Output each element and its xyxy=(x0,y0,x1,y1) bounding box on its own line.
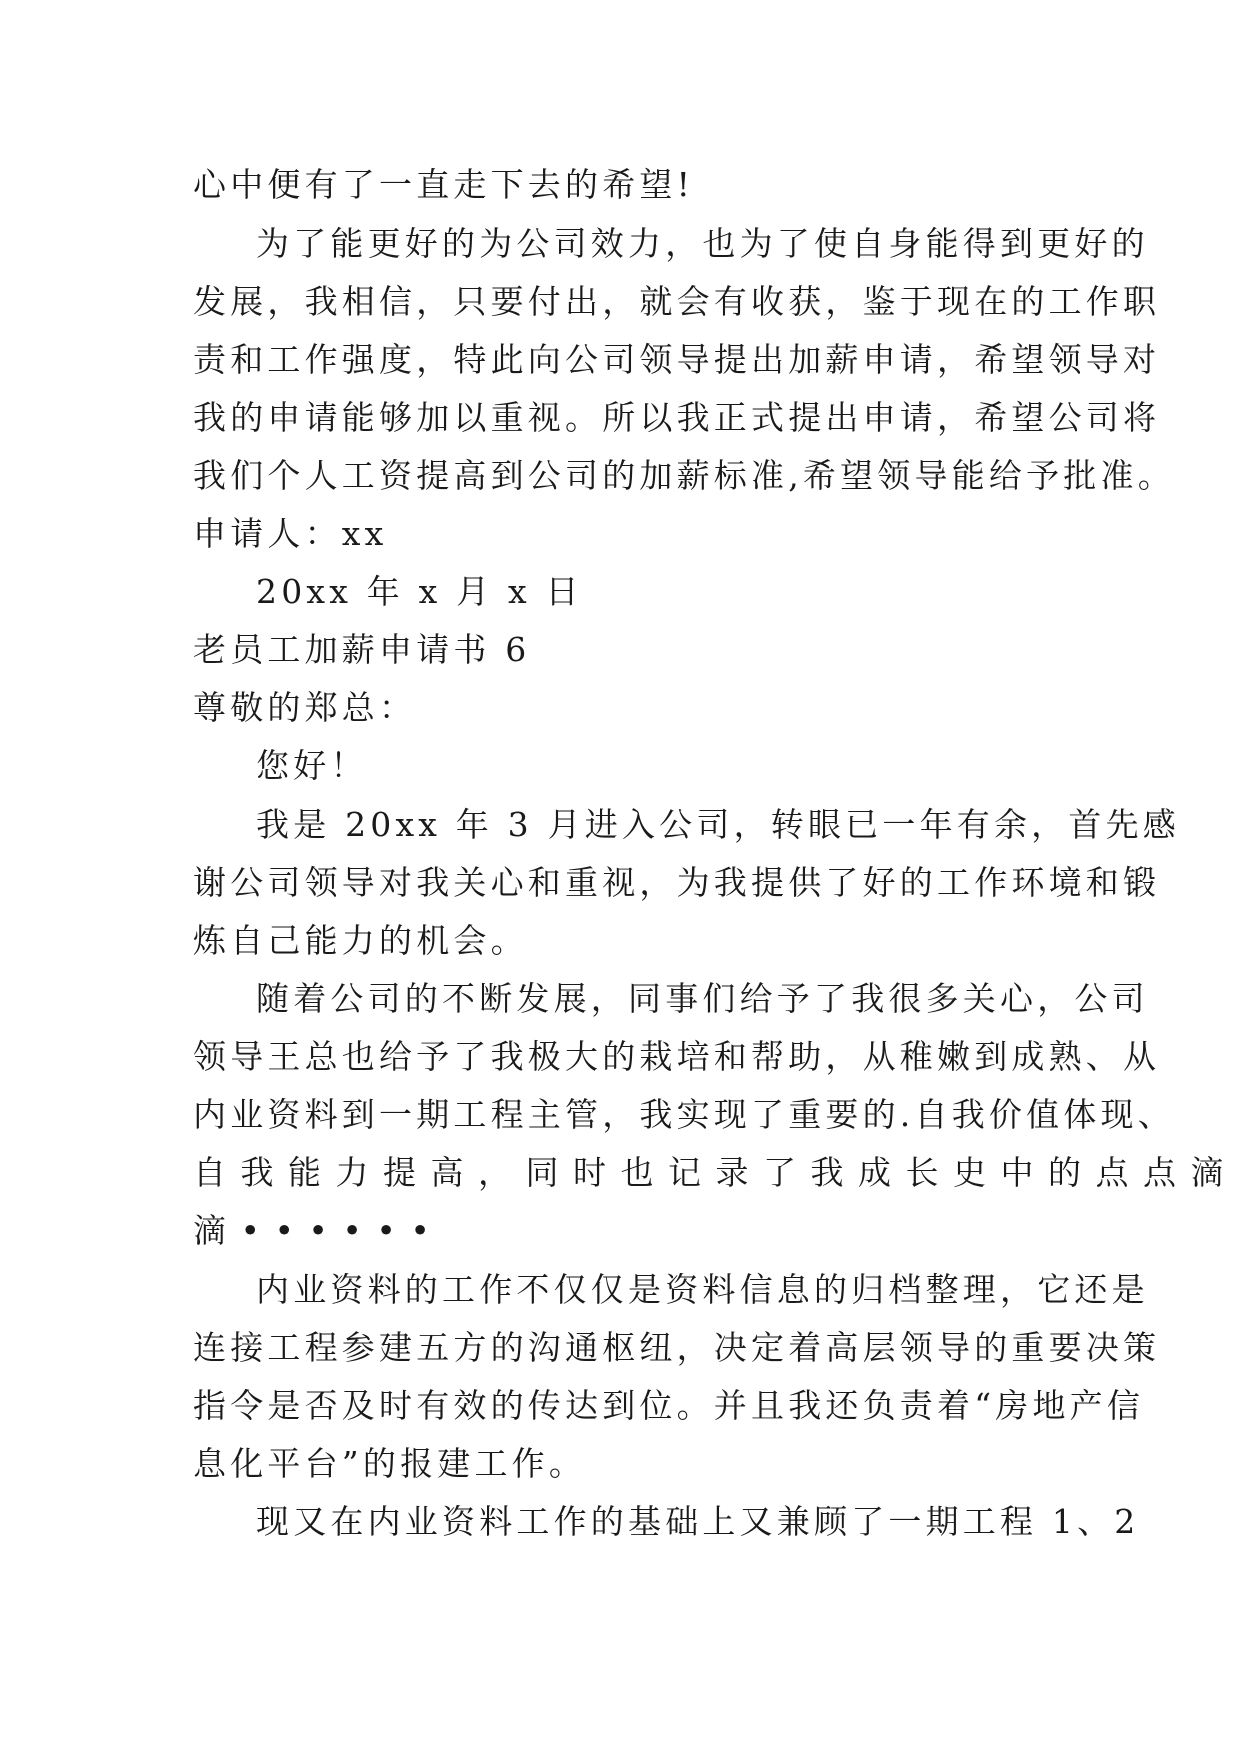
paragraph-line: 自我能力提高，同时也记录了我成长史中的点点滴 xyxy=(193,1153,1238,1192)
paragraph-line: 发展，我相信，只要付出，就会有收获，鉴于现在的工作职 xyxy=(193,282,1161,321)
paragraph-line: 为了能更好的为公司效力，也为了使自身能得到更好的 xyxy=(256,224,1149,263)
applicant-line: 申请人：xx xyxy=(193,514,388,553)
paragraph-line: 炼自己能力的机会。 xyxy=(193,921,528,960)
paragraph-line: 随着公司的不断发展，同事们给予了我很多关心，公司 xyxy=(256,979,1149,1018)
paragraph-line: 我们个人工资提高到公司的加薪标准,希望领导能给予批准。 xyxy=(193,456,1175,495)
paragraph-line: 我的申请能够加以重视。所以我正式提出申请，希望公司将 xyxy=(193,398,1161,437)
paragraph-line: 内业资料的工作不仅仅是资料信息的归档整理，它还是 xyxy=(256,1270,1149,1309)
paragraph-line: 领导王总也给予了我极大的栽培和帮助，从稚嫩到成熟、从 xyxy=(193,1037,1161,1076)
greeting: 您好！ xyxy=(256,746,368,785)
paragraph-line: 谢公司领导对我关心和重视，为我提供了好的工作环境和锻 xyxy=(193,863,1161,902)
paragraph-line: 我是 20xx 年 3 月进入公司，转眼已一年有余，首先感 xyxy=(256,805,1180,844)
paragraph-line: 内业资料到一期工程主管，我实现了重要的.自我价值体现、 xyxy=(193,1095,1175,1134)
paragraph-line: 现又在内业资料工作的基础上又兼顾了一期工程 1、2 xyxy=(256,1502,1140,1541)
salutation: 尊敬的郑总： xyxy=(193,688,417,727)
paragraph-line: 心中便有了一直走下去的希望! xyxy=(193,165,695,204)
paragraph-line: 息化平台”的报建工作。 xyxy=(193,1444,587,1483)
paragraph-line: 指令是否及时有效的传达到位。并且我还负责着“房地产信 xyxy=(193,1386,1145,1425)
section-title: 老员工加薪申请书 6 xyxy=(193,630,531,669)
paragraph-line: 连接工程参建五方的沟通枢纽，决定着高层领导的重要决策 xyxy=(193,1328,1161,1367)
date-line: 20xx 年 x 月 x 日 xyxy=(256,572,583,611)
paragraph-line: 责和工作强度，特此向公司领导提出加薪申请，希望领导对 xyxy=(193,340,1161,379)
paragraph-line: 滴•••••• xyxy=(193,1211,445,1250)
